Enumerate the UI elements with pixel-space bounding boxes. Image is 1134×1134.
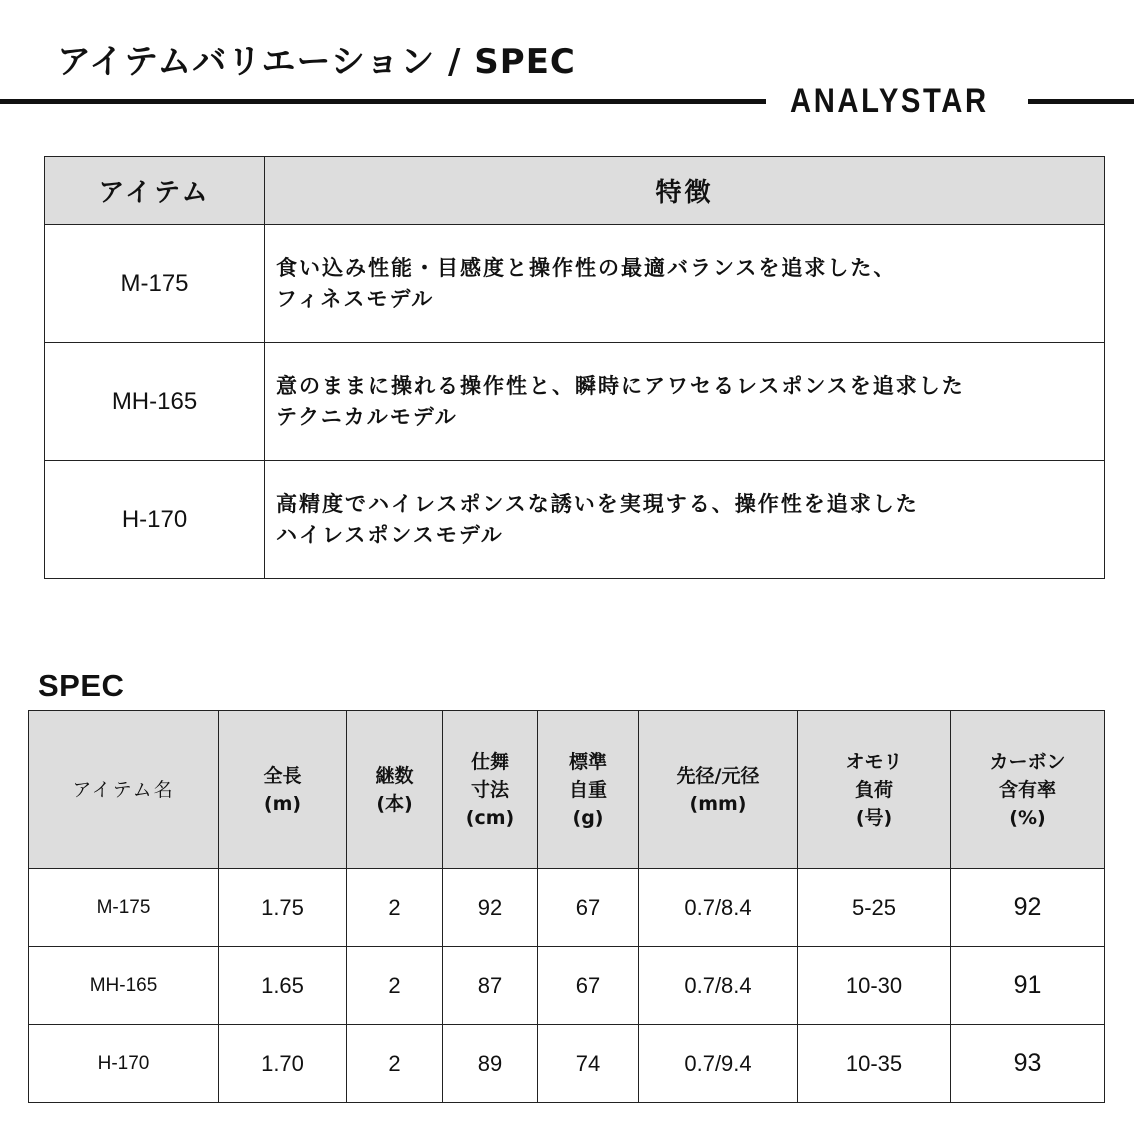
table-row: [45, 343, 1105, 461]
description-line: テクニカルモデル: [276, 404, 458, 429]
header-weight: 標準 自重 (g): [538, 711, 639, 869]
table-row: [29, 1025, 1105, 1103]
spec-heading: SPEC: [38, 668, 125, 703]
spec-weight: 67: [538, 869, 639, 947]
feature-description: [265, 461, 1105, 579]
table-row: [45, 461, 1105, 579]
brand-logo: ANALYSTAR: [790, 82, 989, 120]
header-diameter: 先径/元径 (mm): [639, 711, 798, 869]
spec-carbon: 93: [951, 1025, 1105, 1103]
table-row: [29, 869, 1105, 947]
header-length: 全長 (m): [219, 711, 347, 869]
spec-table: [28, 710, 1105, 1103]
header-sections: 継数 (本): [347, 711, 443, 869]
spec-carbon: 91: [951, 947, 1105, 1025]
spec-item-name: MH-165: [29, 947, 219, 1025]
spec-closed-length: 87: [443, 947, 538, 1025]
feature-description: [265, 343, 1105, 461]
spec-closed-length: 92: [443, 869, 538, 947]
features-header-row: [45, 157, 1105, 225]
model-name: H-170: [45, 461, 265, 579]
spec-carbon: 92: [951, 869, 1105, 947]
spec-length: 1.75: [219, 869, 347, 947]
description-line: フィネスモデル: [276, 286, 435, 311]
spec-sections: 2: [347, 869, 443, 947]
spec-sinker-load: 5-25: [798, 869, 951, 947]
spec-diameter: 0.7/9.4: [639, 1025, 798, 1103]
model-name: M-175: [45, 225, 265, 343]
header-closed-length: 仕舞 寸法 (cm): [443, 711, 538, 869]
spec-item-name: M-175: [29, 869, 219, 947]
description-line: 食い込み性能・目感度と操作性の最適バランスを追求した、: [276, 255, 897, 280]
spec-diameter: 0.7/8.4: [639, 869, 798, 947]
features-table: [44, 156, 1105, 579]
table-row: [45, 225, 1105, 343]
spec-sections: 2: [347, 947, 443, 1025]
page-title: アイテムバリエーション / SPEC: [57, 42, 576, 82]
description-line: ハイレスポンスモデル: [276, 522, 504, 547]
model-name: MH-165: [45, 343, 265, 461]
spec-sinker-load: 10-30: [798, 947, 951, 1025]
spec-length: 1.65: [219, 947, 347, 1025]
header-features: 特徴: [265, 157, 1105, 225]
spec-sinker-load: 10-35: [798, 1025, 951, 1103]
spec-sections: 2: [347, 1025, 443, 1103]
spec-header-row: [29, 711, 1105, 869]
spec-diameter: 0.7/8.4: [639, 947, 798, 1025]
description-line: 高精度でハイレスポンスな誘いを実現する、操作性を追求した: [276, 491, 919, 516]
header-rule-left: [0, 99, 766, 104]
spec-weight: 74: [538, 1025, 639, 1103]
spec-item-name: H-170: [29, 1025, 219, 1103]
spec-closed-length: 89: [443, 1025, 538, 1103]
spec-weight: 67: [538, 947, 639, 1025]
feature-description: [265, 225, 1105, 343]
header-item-name: アイテム名: [29, 711, 219, 869]
header-item: アイテム: [45, 157, 265, 225]
description-line: 意のままに操れる操作性と、瞬時にアワセるレスポンスを追求した: [276, 373, 965, 398]
header-sinker-load: オモリ 負荷 (号): [798, 711, 951, 869]
spec-length: 1.70: [219, 1025, 347, 1103]
table-row: [29, 947, 1105, 1025]
header-rule-right: [1028, 99, 1134, 104]
header-carbon: カーボン 含有率 (%): [951, 711, 1105, 869]
